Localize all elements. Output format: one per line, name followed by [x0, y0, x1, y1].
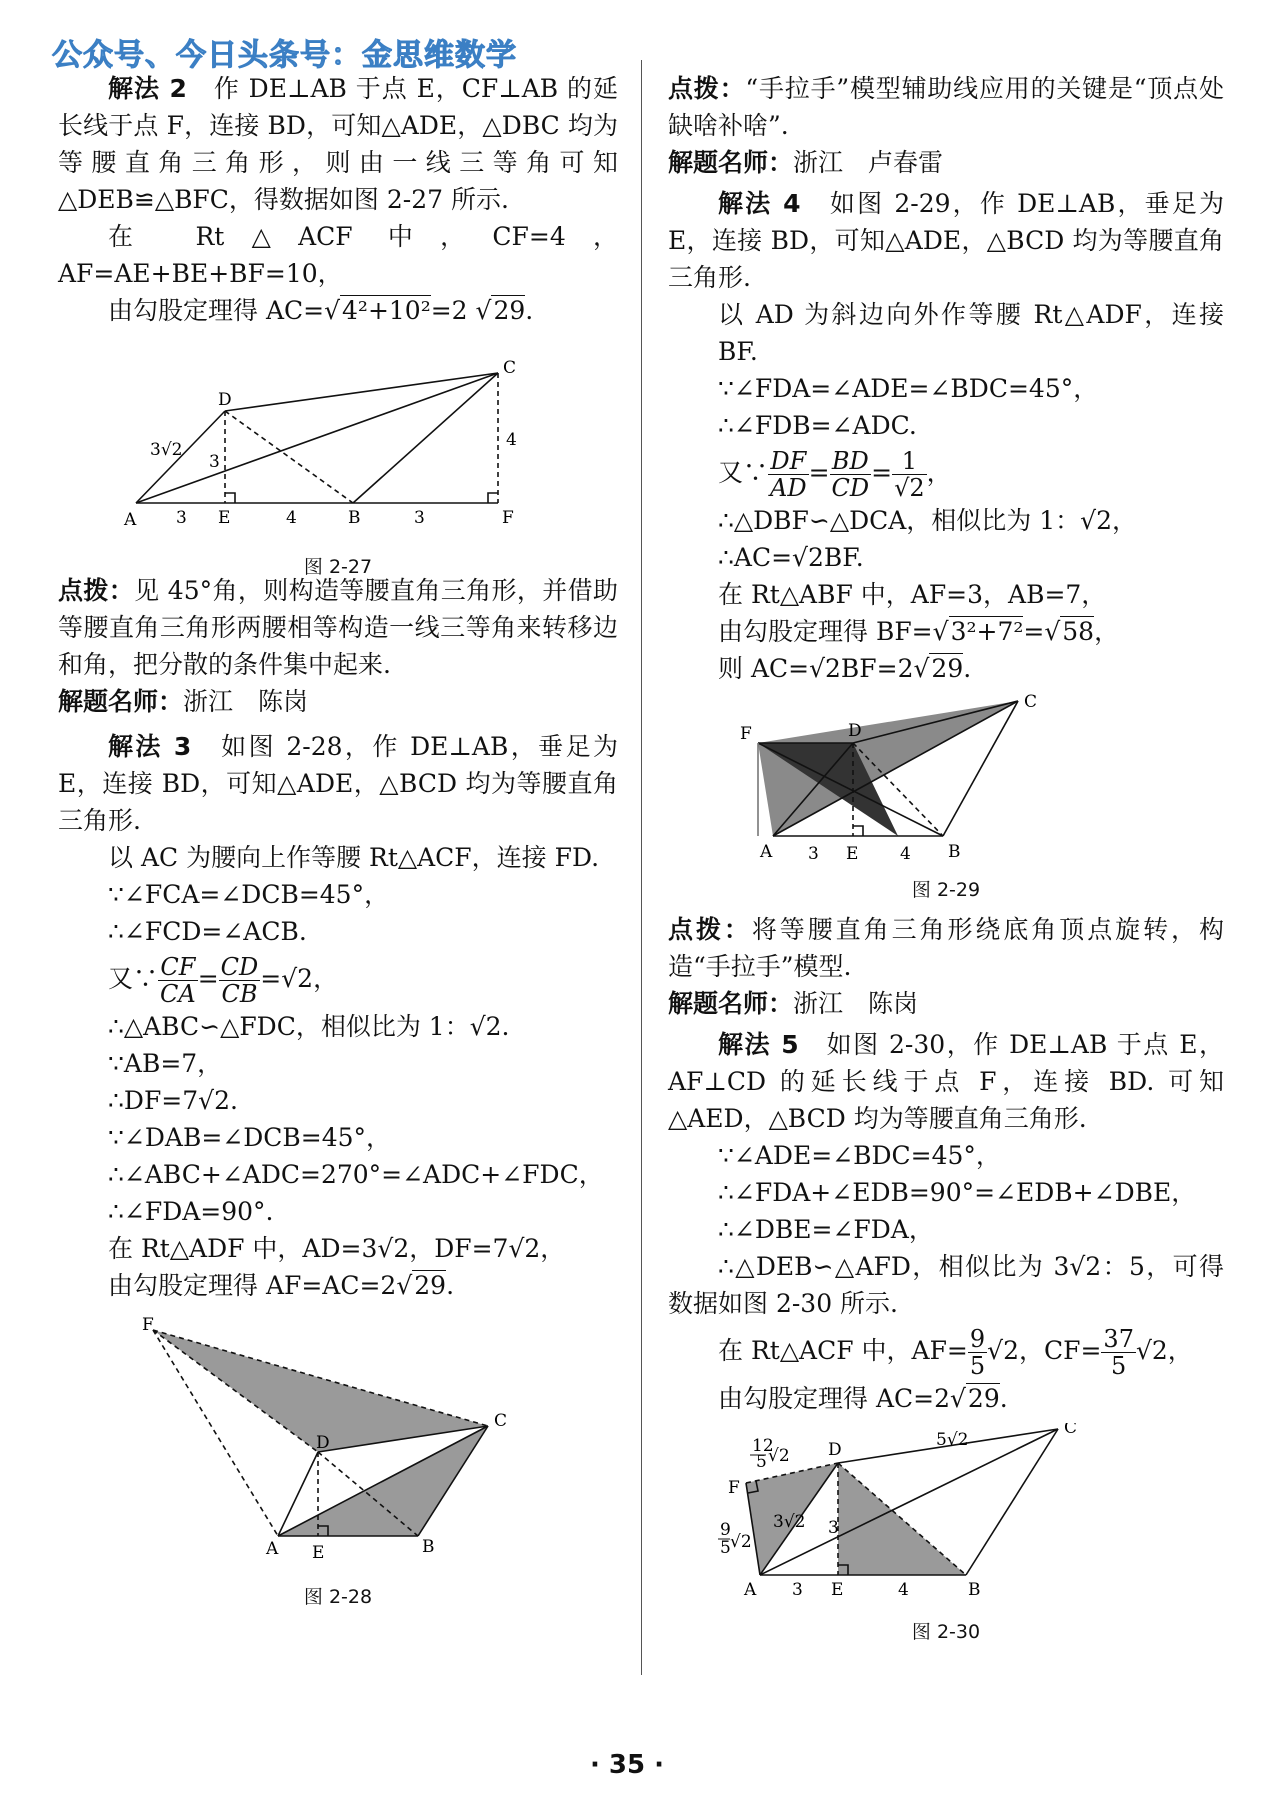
page-number: · 35 · [590, 1750, 665, 1780]
solution-5-result: 由勾股定理得 AC=2√29. [718, 1384, 1008, 1413]
fig30-len-EB: 4 [898, 1580, 909, 1600]
solution-3-paragraph: 解法 3 如图 2-28，作 DE⊥AB，垂足为 E，连接 BD，可知△ADE，△BCD 均为等腰直角三角形. [58, 732, 618, 835]
solution-3-line-12: 在 Rt△ADF 中，AD=3√2，DF=7√2， [108, 1234, 566, 1263]
solution-5-line-5: ∴△DEB∽△AFD，相似比为 3√2：5，可得数据如图 2-30 所示. [668, 1252, 1224, 1318]
fig27-label-C: C [503, 358, 517, 378]
fig28-label-F: F [142, 1315, 154, 1335]
figure-2-27-caption: 图 2-27 [303, 556, 373, 578]
tip-1-text: 见 45°角，则构造等腰直角三角形，并借助等腰直角三角形两腰相等构造一线三等角来转移边和角，把分散的条件集中起来. [58, 576, 618, 679]
fig30-len-AF-root: √2 [730, 1532, 752, 1552]
fig28-label-A: A [266, 1539, 279, 1559]
figure-2-30-caption: 图 2-30 [911, 1621, 981, 1643]
fig30-len-AD: 3√2 [773, 1512, 806, 1532]
fig27-line-BC [353, 373, 498, 503]
fig30-label-D: D [828, 1440, 842, 1460]
fig29-len-EB: 4 [900, 844, 911, 864]
watermark: 公众号、今日头条号：金思维数学 [52, 38, 517, 73]
solution-2-line: 在 Rt△ACF 中，CF=4，AF=AE+BE+BF=10， [58, 222, 618, 288]
solution-2-result: 由勾股定理得 AC=√4²+10²=2 √29. [108, 296, 534, 325]
fig30-len-DE: 3 [828, 1518, 839, 1538]
fig29-label-F: F [740, 724, 752, 744]
solution-3-line-2: 以 AC 为腰向上作等腰 Rt△ACF，连接 FD. [108, 843, 600, 872]
solution-4-line-4: ∴∠FDB=∠ADC. [718, 411, 917, 440]
solution-3-line-4: ∴∠FCD=∠ACB. [108, 917, 307, 946]
solution-4-title: 解法 4 [718, 189, 801, 218]
fig27-right-angle-F [488, 493, 498, 503]
fig30-label-C: C [1064, 1423, 1078, 1438]
figure-2-28 [58, 1308, 618, 1608]
fig28-label-B: B [422, 1537, 435, 1557]
fig30-label-B: B [968, 1580, 981, 1600]
fig27-line-DB [225, 411, 353, 503]
fig27-len-CF: 4 [506, 430, 517, 450]
figure-2-27 [58, 333, 618, 578]
fig27-line-DC [225, 373, 498, 411]
fig30-label-A: A [744, 1580, 757, 1600]
teacher-1: 解题名师：浙江 陈岗 [58, 687, 309, 716]
fig27-label-B: B [348, 508, 361, 528]
solution-3-line-6: ∴△ABC∽△FDC，相似比为 1：√2. [108, 1012, 510, 1041]
fig27-right-angle-E [225, 493, 235, 503]
solution-4-fraction-line: 又∵ $\frac{DF}{AD}$ = $\frac{BD}{CD}$ = $\frac{1}{√2}$ ， [718, 447, 952, 502]
solution-3-line-10: ∴∠ABC+∠ADC=270°=∠ADC+∠FDC， [108, 1160, 604, 1189]
fig29-label-C: C [1024, 692, 1038, 712]
fig28-label-C: C [494, 1411, 508, 1431]
fig30-len-AF-den: 5 [720, 1538, 731, 1558]
figure-2-29-diagram [668, 691, 1224, 871]
solution-4-line-8: 在 Rt△ABF 中，AF=3，AB=7， [718, 580, 1107, 609]
fig30-label-E: E [831, 1580, 844, 1600]
solution-3-line-8: ∴DF=7√2. [108, 1086, 238, 1115]
left-column [58, 70, 618, 1608]
fig29-label-B: B [948, 842, 961, 862]
teacher-3: 解题名师：浙江 陈岗 [668, 989, 919, 1018]
figure-2-28-caption: 图 2-28 [303, 1586, 373, 1608]
column-divider [641, 60, 642, 1675]
tip-2: 点拨：“手拉手”模型辅助线应用的关键是“顶点处缺啥补啥”. [668, 74, 1224, 140]
right-column [668, 70, 1224, 1643]
solution-2-text: 作 DE⊥AB 于点 E，CF⊥AB 的延长线于点 F，连接 BD，可知△ADE，△DBC 均为等腰直角三角形，则由一线三等角可知△DEB≌△BFC，得数据如图 2-27 所示. [58, 74, 618, 214]
fig27-line-AC [136, 373, 498, 503]
tip-3: 点拨：将等腰直角三角形绕底角顶点旋转，构造“手拉手”模型. [668, 915, 1224, 981]
solution-3-title: 解法 3 [108, 732, 192, 761]
solution-3-line-11: ∴∠FDA=90°. [108, 1197, 274, 1226]
fig30-label-F: F [728, 1478, 740, 1498]
fig27-len-BF: 3 [414, 508, 425, 528]
solution-4-paragraph: 解法 4 如图 2-29，作 DE⊥AB，垂足为 E，连接 BD，可知△ADE，△BCD 均为等腰直角三角形. [668, 189, 1224, 292]
fig27-label-A: A [124, 510, 137, 530]
solution-3-result: 由勾股定理得 AF=AC=2√29. [108, 1271, 455, 1300]
tip-1 [58, 572, 618, 683]
solution-5-title: 解法 5 [718, 1030, 799, 1059]
fig29-len-AE: 3 [808, 844, 819, 864]
solution-4-result: 则 AC=√2BF=2√29. [718, 654, 972, 683]
fig30-len-AF-num: 9 [720, 1520, 731, 1540]
fig29-label-E: E [846, 844, 859, 864]
fig27-label-D: D [218, 390, 232, 410]
solution-4-line-6: ∴△DBF∽△DCA，相似比为 1：√2， [718, 506, 1137, 535]
fig30-len-DC: 5√2 [936, 1430, 969, 1450]
fig30-len-FD-den: 5 [756, 1452, 767, 1472]
solution-5-line-6: 在 Rt△ACF 中，AF= $\frac{9}{5}$ √2，CF= $\frac{37}{5}$ √2， [718, 1325, 1193, 1380]
fig30-len-FD-num: 12 [752, 1436, 774, 1456]
solution-5-paragraph: 解法 5 如图 2-30，作 DE⊥AB 于点 E，AF⊥CD 的延长线于点 F，连接 BD. 可知△AED，△BCD 均为等腰直角三角形. [668, 1030, 1224, 1133]
fig27-len-AD: 3√2 [150, 440, 183, 460]
figure-2-28-diagram [58, 1308, 618, 1578]
fig30-len-AE: 3 [792, 1580, 803, 1600]
solution-5-line-3: ∴∠FDA+∠EDB=90°=∠EDB+∠DBE， [718, 1178, 1197, 1207]
fig30-len-FD-root: √2 [768, 1446, 790, 1466]
solution-3-fraction-line: 又∵ $\frac{CF}{CA}$ = $\frac{CD}{CB}$ =√2， [108, 953, 339, 1008]
solution-5-line-4: ∴∠DBE=∠FDA， [718, 1215, 934, 1244]
fig27-label-E: E [218, 508, 231, 528]
fig27-label-F: F [502, 508, 514, 528]
fig28-label-D: D [316, 1433, 330, 1453]
solution-3-line-9: ∵∠DAB=∠DCB=45°， [108, 1123, 392, 1152]
fig29-label-D: D [848, 721, 862, 741]
fig27-len-DE: 3 [209, 452, 220, 472]
figure-2-29-caption: 图 2-29 [911, 879, 981, 901]
solution-5-line-2: ∵∠ADE=∠BDC=45°， [718, 1141, 1001, 1170]
solution-4-line-3: ∵∠FDA=∠ADE=∠BDC=45°， [718, 374, 1099, 403]
fig28-label-E: E [312, 1543, 325, 1563]
teacher-2: 解题名师：浙江 卢春雷 [668, 148, 944, 177]
solution-4-line-2: 以 AD 为斜边向外作等腰 Rt△ADF，连接 BF. [718, 300, 1224, 366]
figure-2-30-diagram [668, 1423, 1224, 1613]
figure-2-30 [668, 1423, 1224, 1643]
figure-2-27-diagram [58, 333, 618, 548]
fig27-len-EB: 4 [286, 508, 297, 528]
solution-4-line-7: ∴AC=√2BF. [718, 543, 864, 572]
solution-4-line-9: 由勾股定理得 BF=√3²+7²=√58， [718, 617, 1120, 646]
fig27-len-AE: 3 [176, 508, 187, 528]
fig29-label-A: A [760, 842, 773, 862]
solution-3-line-7: ∵AB=7， [108, 1049, 223, 1078]
solution-3-line-3: ∵∠FCA=∠DCB=45°， [108, 880, 390, 909]
solution-2-paragraph [58, 70, 618, 218]
solution-2-title: 解法 2 [108, 74, 187, 103]
tip-1-label: 点拨： [58, 576, 135, 605]
figure-2-29 [668, 691, 1224, 901]
